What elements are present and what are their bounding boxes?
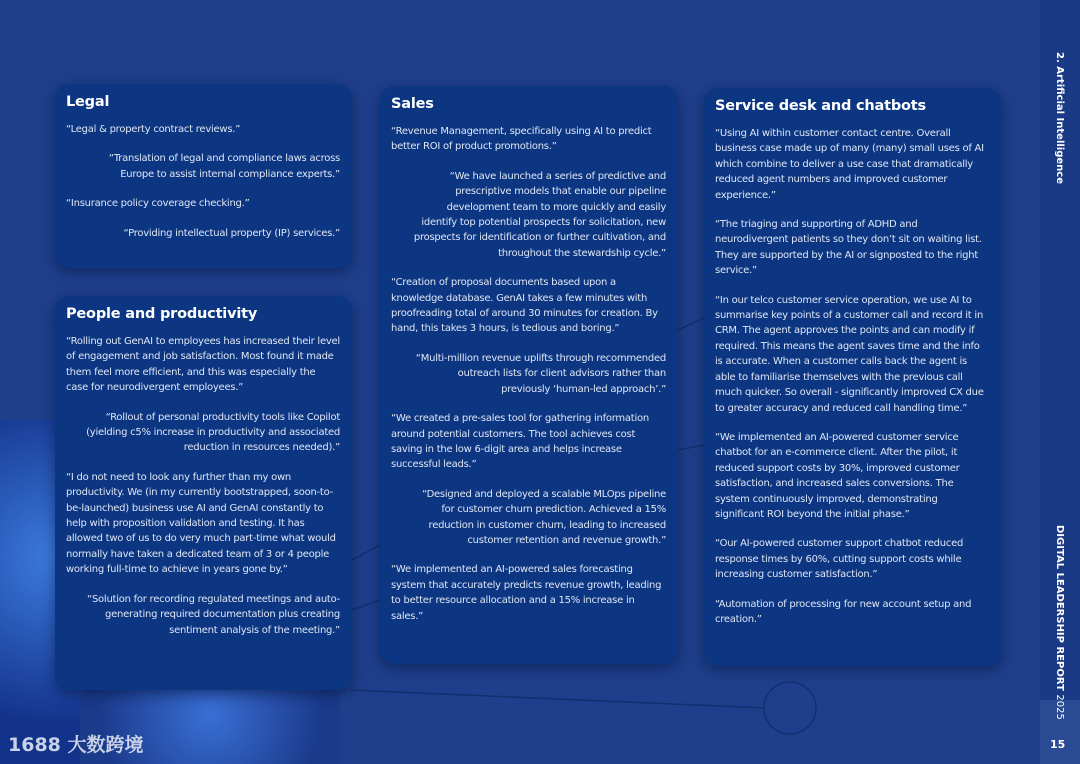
- sales-title: Sales: [391, 96, 434, 112]
- service-title: Service desk and chatbots: [715, 98, 926, 114]
- quote: “The triaging and supporting of ADHD and neurodivergent patients so they don’t sit on waiting list. They are supported by the AI or signposted to the right service.”: [715, 219, 982, 277]
- quote: “Rollout of personal productivity tools like Copilot (yielding c5% increase in productivity and associated reduction in resources needed).”: [86, 411, 340, 454]
- report-title: [1054, 525, 1065, 720]
- quote: “Creation of proposal documents based upon a knowledge database. GenAI takes a few minutes with proofreading total of around 30 minutes for creation. By hand, this takes 3 hours, is tedious and boring.”: [391, 277, 658, 335]
- quote: “Legal & property contract reviews.”: [66, 124, 241, 135]
- legal-card: [55, 84, 352, 268]
- quote: “Rolling out GenAI to employees has increased their level of engagement and job satisfaction. Most found it made them feel more efficient, and this was especially the case for neurodivergent employees.”: [66, 336, 340, 394]
- quote: “Insurance policy coverage checking.”: [66, 198, 250, 210]
- quote: “Designed and deployed a scalable MLOps pipeline for customer churn prediction. Achieved a 15% reduction in customer churn, leading to increased customer retention and revenue growth.”: [421, 488, 666, 546]
- report-year: 2025: [1054, 694, 1065, 720]
- quote: “In our telco customer service operation, we use AI to summarise key points of a customer call and record it in CRM. The agent approves the points and can modify if required. This means the agent saves time and the info is accurate. When a customer calls back the agent is able to familiarise themselves with the previous call much quicker. So overall - significantly improved CX due to greater accuracy and reduced call handling time.”: [715, 294, 984, 414]
- quote: “Multi-million revenue uplifts through recommended outreach lists for client advisors rather than previously ‘human-led approach’.”: [415, 352, 666, 395]
- quote: “We have launched a series of predictive and prescriptive models that enable our pipeline development team to more quickly and easily identify top potential prospects for solicitation, new prospects for identification or further cultivation, and throughout the stewardship cycle.”: [413, 170, 666, 259]
- quote: “Automation of processing for new account setup and creation.”: [715, 598, 972, 625]
- quote: “Solution for recording regulated meetings and auto-generating required documentation plus creating sentiment analysis of the meeting.”: [87, 593, 340, 636]
- quote: “Providing intellectual property (IP) services.”: [123, 227, 340, 239]
- service-card: [704, 88, 1001, 666]
- people-card: [55, 296, 352, 690]
- page-number: 15: [1050, 738, 1066, 751]
- quote: “We implemented an AI-powered customer service chatbot for an e-commerce client. After the pilot, it reduced support costs by 30%, improved customer satisfaction, and increased sales conversions. The system continuously improved, demonstrating significant ROI beyond the initial phase.”: [715, 431, 960, 520]
- quote: “I do not need to look any further than my own productivity. We (in my currently bootstrapped, soon-to-be-launched) business use AI and GenAI constantly to help with proposition validation and testing. It has allowed two of us to do very much part-time what would normally have taken a dedicated team of 3 or 4 people working full-time to achieve in years gone by.”: [66, 471, 336, 576]
- quote: “We implemented an AI-powered sales forecasting system that accurately predicts revenue growth, leading to better resource allocation and a 15% increase in sales.”: [391, 564, 662, 622]
- report-title-text: DIGITAL LEADERSHIP REPORT: [1054, 525, 1065, 691]
- quote: “Our AI-powered customer support chatbot reduced response times by 60%, cutting support costs while increasing customer satisfaction.”: [715, 538, 964, 581]
- quote: “We created a pre-sales tool for gathering information around potential customers. The tool achieves cost saving in the low 6-digit area and helps increase successful leads.”: [391, 413, 649, 471]
- section-label: 2. Artificial Intelligence: [1054, 52, 1065, 184]
- watermark-logo: 1688 大数跨境: [8, 734, 144, 756]
- legal-title: Legal: [66, 94, 110, 110]
- quote: “Using AI within customer contact centre. Overall business case made up of many (many) small uses of AI which combine to deliver a use case that dramatically reduced agent numbers and improved customer experience.”: [715, 128, 984, 201]
- people-title: People and productivity: [66, 306, 258, 322]
- sales-card: [380, 86, 678, 664]
- quote: “Revenue Management, specifically using AI to predict better ROI of product promotions.”: [391, 126, 652, 153]
- quote: “Translation of legal and compliance laws across Europe to assist internal compliance experts.”: [108, 153, 340, 180]
